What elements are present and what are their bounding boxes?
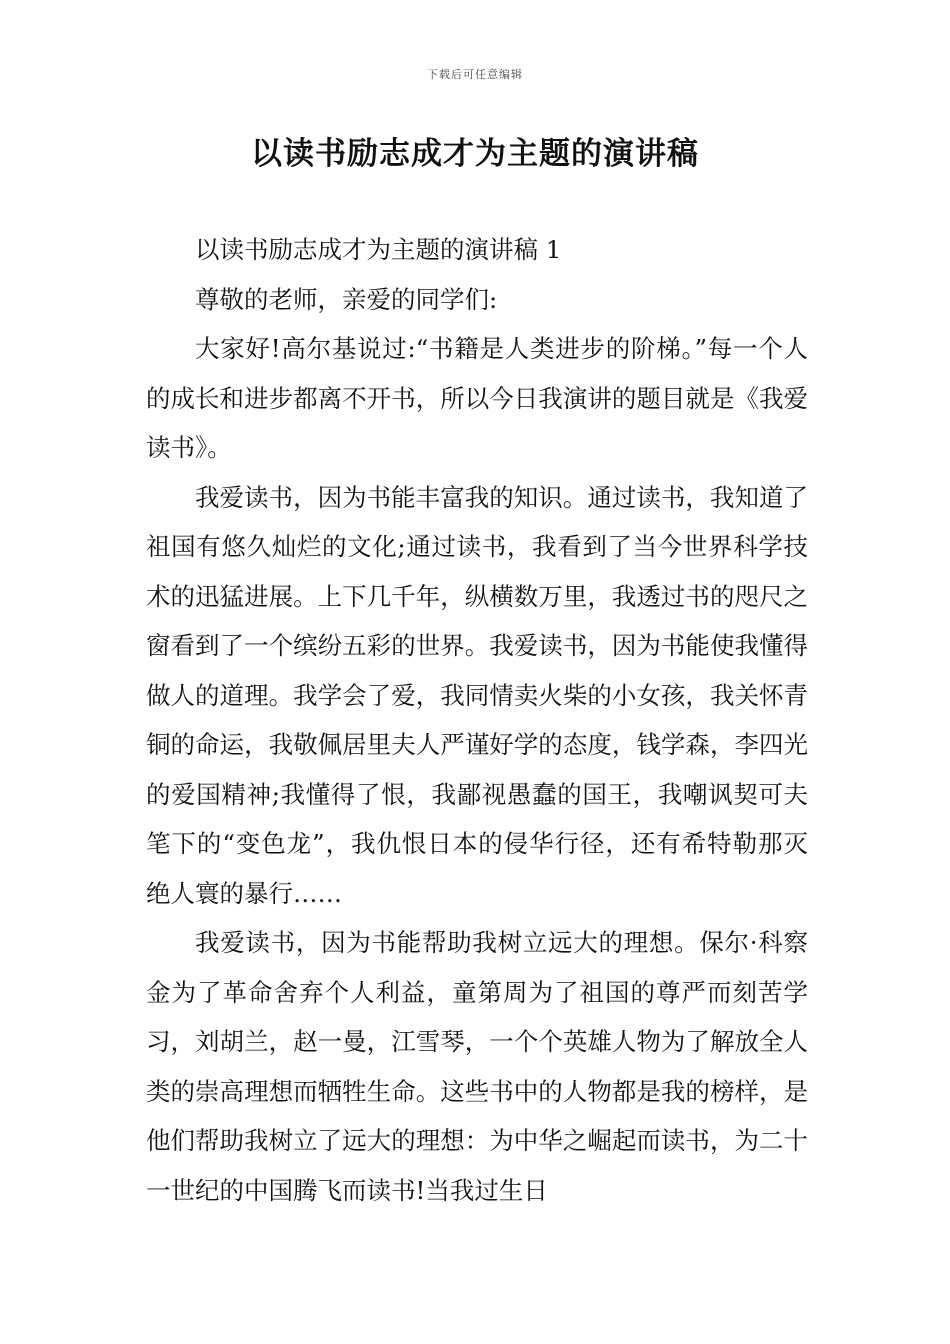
paragraph: 我爱读书，因为书能帮助我树立远大的理想。保尔·科察金为了革命舍弃个人利益，童第周为了祖国的尊严而刻苦学习，刘胡兰，赵一曼，江雪琴，一个个英雄人物为了解放全人类的崇高理想而牺牲生命。这些书中的人物都是我的榜样，是他们帮助我树立了远大的理想：为中华之崛起而读书，为二十一世纪的中国腾飞而读书!当我过生日: [146, 928, 808, 1205]
document-body: [146, 225, 808, 1215]
document-title: 以读书励志成才为主题的演讲稿: [251, 136, 699, 172]
paragraph: 我爱读书，因为书能丰富我的知识。通过读书，我知道了祖国有悠久灿烂的文化;通过读书，我看到了当今世界科学技术的迅猛进展。上下几千年，纵横数万里，我透过书的咫尺之窗看到了一个缤纷五彩的世界。我爱读书，因为书能使我懂得做人的道理。我学会了爱，我同情卖火柴的小女孩，我关怀青铜的命运，我敬佩居里夫人严谨好学的态度，钱学森，李四光的爱国精神;我懂得了恨，我鄙视愚蠢的国王，我嘲讽契可夫笔下的“变色龙”，我仇恨日本的侵华行径，还有希特勒那灭绝人寰的暴行……: [146, 482, 808, 908]
paragraph-subtitle: 以读书励志成才为主题的演讲稿 1: [195, 235, 562, 264]
header-note: 下载后可任意编辑: [427, 68, 523, 81]
paragraph: 大家好!高尔基说过:“书籍是人类进步的阶梯。”每一个人的成长和进步都离不开书，所以今日我演讲的题目就是《我爱读书》。: [146, 334, 808, 462]
paragraph-salutation: 尊敬的老师，亲爱的同学们:: [195, 284, 498, 314]
